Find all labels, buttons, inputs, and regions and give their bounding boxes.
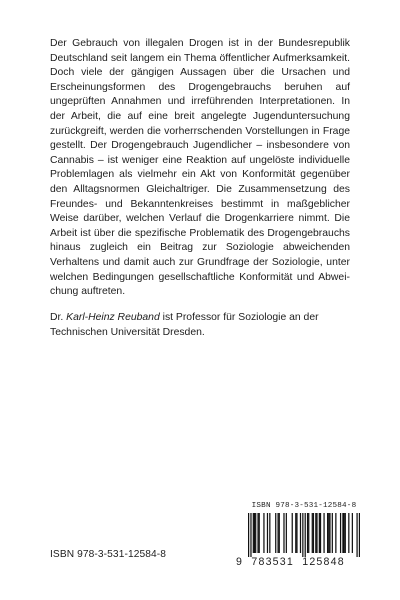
author-title: Dr. [50,312,64,323]
barcode-bar [307,513,308,553]
barcode-bar [305,513,306,557]
barcode-digits [236,556,362,568]
abstract-text: Der Gebrauch von illegalen Drogen ist in der Bundesrepublik Deutschland seit langem ein Thema öffentlicher Aufmerksamkeit. Doch viele der gängigen Aussagen über die Ursachen und Erscheinungsformen des Drogengebrauchs beruhen auf ungeprüften Annahmen und irreführenden Interpretationen. In der Arbeit, die auf eine breit angelegte Jugenduntersuchung zurückgreift, werden die vorherrschenden Vorstellungen in Frage gestellt. Der Drogengebrauch Jugendlicher – insbesondere von Cannabis – ist weniger eine Reaktion auf ungelöste individuelle Problemlagen als vielmehr ein Akt von Konformität gegenüber den Alltagsnormen Gleichaltriger. Die Zusammensetzung des Freundes- und Bekanntenkreises bestimmt in maßgeblicher Weise darüber, welchen Verlauf die Drogenkarriere nimmt. Die Arbeit ist über die spezifische Problematik des Drogengebrauchs hinaus zugleich ein Beitrag zur Soziologie abweichenden Verhaltens und damit auch zur Grundfrage der Soziologie, unter welchen Bedingungen gesellschaftliche Konformität und Abweichung auftreten. [50,38,350,298]
barcode-bar [296,513,297,553]
barcode-bar [327,513,328,553]
barcode-digit-group-left: 783531 [251,556,294,568]
barcode-digit-lead: 9 [236,556,244,568]
barcode-bar [283,513,284,553]
barcode-bar [359,513,360,557]
barcode-bar [302,513,303,557]
barcode-bar [345,513,346,553]
barcode-bar [257,513,258,553]
barcode-bar [250,513,251,557]
barcode-isbn-label: ISBN 978-3-531-12584-8 [251,502,357,510]
barcode-bar [300,513,301,553]
barcode-bar [352,513,353,553]
barcode-bar [319,513,320,553]
barcode-bar [277,513,278,553]
barcode-bar [254,513,255,553]
author-bio [50,311,350,340]
barcode-bar [286,513,287,553]
barcode-bar [263,513,264,553]
barcode-bar [295,513,296,553]
barcode-bar [259,513,260,553]
barcode-bar [269,513,270,553]
barcode-bar [253,513,254,553]
barcode-bar [255,513,256,553]
barcode-bars [248,513,360,557]
barcode-bar [308,513,309,553]
author-description: ist Professor für Soziologie an der Technischen Universität Dresden. [50,312,319,338]
barcode-bar [328,513,329,553]
barcode-bar [342,513,343,553]
barcode-bar [348,513,349,553]
barcode-bar [332,513,333,553]
barcode-bar [313,513,314,553]
barcode-bar [335,513,336,553]
barcode-bar [320,513,321,553]
barcode-bar [315,513,316,553]
barcode-bar [329,513,330,553]
isbn-barcode [232,502,362,570]
barcode-digit-group-right: 125848 [302,556,345,568]
barcode-bar [279,513,280,553]
author-name: Karl-Heinz Reuband [66,312,160,323]
barcode-bar [340,513,341,553]
barcode-bar [316,513,317,553]
barcode-bar [312,513,313,553]
isbn-number: ISBN 978-3-531-12584-8 [50,549,167,560]
barcode-bar [275,513,276,553]
barcode-bar [292,513,293,553]
barcode-bar [267,513,268,553]
barcode-bar [323,513,324,553]
barcode-bar [343,513,344,553]
barcode-bar [248,513,249,557]
barcode-bar [356,513,357,557]
